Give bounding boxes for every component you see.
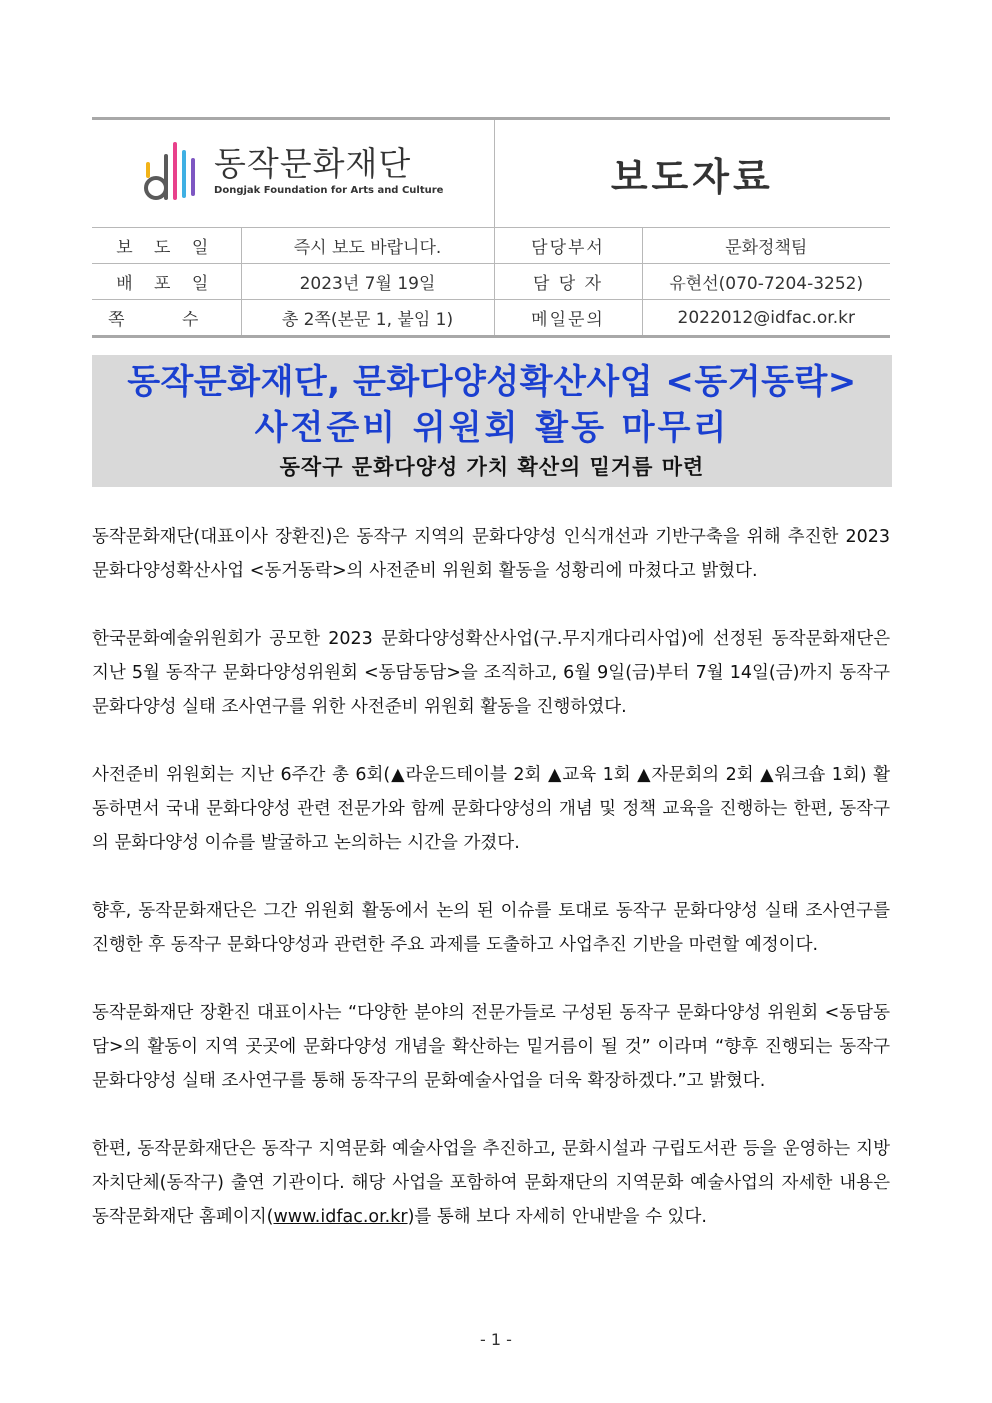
article-body [92,520,890,1268]
paragraph-2: 한국문화예술위원회가 공모한 2023 문화다양성확산사업(구.무지개다리사업)에 선정된 동작문화재단은 지난 5월 동작구 문화다양성위원회 <동담동담>을 조직하고, 6월 9일(금)부터 7월 14일(금)까지 동작구 문화다양성 실태 조사연구를 위한 사전준비 위원회 활동을 진행하였다. [92,629,890,717]
email-label: 메일문의 [494,300,642,337]
foundation-name: 동작문화재단 [214,144,412,184]
paragraph-5: 동작문화재단 장환진 대표이사는 “다양한 분야의 전문가들로 구성된 동작구 문화다양성 위원회 <동담동담>의 활동이 지역 곳곳에 문화다양성 개념을 확산하는 밑거름이 될 것” 이라며 “향후 진행되는 동작구 문화다양성 실태 조사연구를 통해 동작구의 문화예술사업을 더욱 확장하겠다.”고 밝혔다. [92,1003,890,1091]
department-label: 담당부서 [494,228,642,264]
paragraph-3: 사전준비 위원회는 지난 6주간 총 6회(▲라운드테이블 2회 ▲교육 1회 ▲자문회의 2회 ▲워크숍 1회) 활동하면서 국내 문화다양성 관련 전문가와 함께 문화다양성의 개념 및 정책 교육을 진행하는 한편, 동작구의 문화다양성 이슈를 발굴하고 논의하는 시간을 가졌다. [92,765,890,853]
paragraph-6-text-before: 한편, 동작문화재단은 동작구 지역문화 예술사업을 추진하고, 문화시설과 구립도서관 등을 운영하는 지방자치단체(동작구) 출연 기관이다. 해당 사업을 포함하여 문화재단의 지역문화 예술사업의 자세한 내용은 동작문화재단 홈페이지( [92,1139,890,1227]
headline-line-1: 동작문화재단, 문화다양성확산사업 <동거동락> [127,362,857,402]
page-number: - 1 - [480,1330,512,1349]
foundation-english-name: Dongjak Foundation for Arts and Culture [214,184,444,196]
distribution-date-value: 2023년 7월 19일 [241,264,494,300]
paragraph-4: 향후, 동작문화재단은 그간 위원회 활동에서 논의 된 이슈를 토대로 동작구 문화다양성 실태 조사연구를 진행한 후 동작구 문화다양성과 관련한 주요 과제를 도출하고 사업추진 기반을 마련할 예정이다. [92,901,890,955]
paragraph-1: 동작문화재단(대표이사 장환진)은 동작구 지역의 문화다양성 인식개선과 기반구축을 위해 추진한 2023 문화다양성확산사업 <동거동락>의 사전준비 위원회 활동을 성황리에 마쳤다고 밝혔다. [92,527,890,581]
distribution-date-label: 배 포 일 [92,264,241,300]
foundation-logo [142,138,443,206]
header-table [92,117,890,338]
headline-subtitle: 동작구 문화다양성 가치 확산의 밑거름 마련 [279,455,705,479]
info-row-release-date [92,228,890,264]
contact-person-label: 담 당 자 [494,264,642,300]
page-count-value: 총 2쪽(본문 1, 붙임 1) [241,300,494,337]
info-row-page-count [92,300,890,337]
paragraph-6 [92,1132,890,1234]
logo-cell [92,119,494,228]
department-value: 문화정책팀 [642,228,890,264]
page-count-label: 쪽 수 [92,300,241,337]
info-row-distribution-date [92,264,890,300]
foundation-logo-icon [142,138,204,206]
paragraph-6-text-after: )를 통해 보다 자세히 안내받을 수 있다. [407,1207,707,1227]
release-date-label: 보 도 일 [92,228,241,264]
homepage-link[interactable]: www.idfac.or.kr [273,1207,408,1227]
headline-box [92,355,892,487]
document-type: 보도자료 [494,119,890,228]
release-date-value: 즉시 보도 바랍니다. [241,228,494,264]
headline-line-2: 사전준비 위원회 활동 마무리 [254,408,730,448]
contact-person-value: 유현선(070-7204-3252) [642,264,890,300]
email-value[interactable]: 2022012@idfac.or.kr [642,300,890,337]
